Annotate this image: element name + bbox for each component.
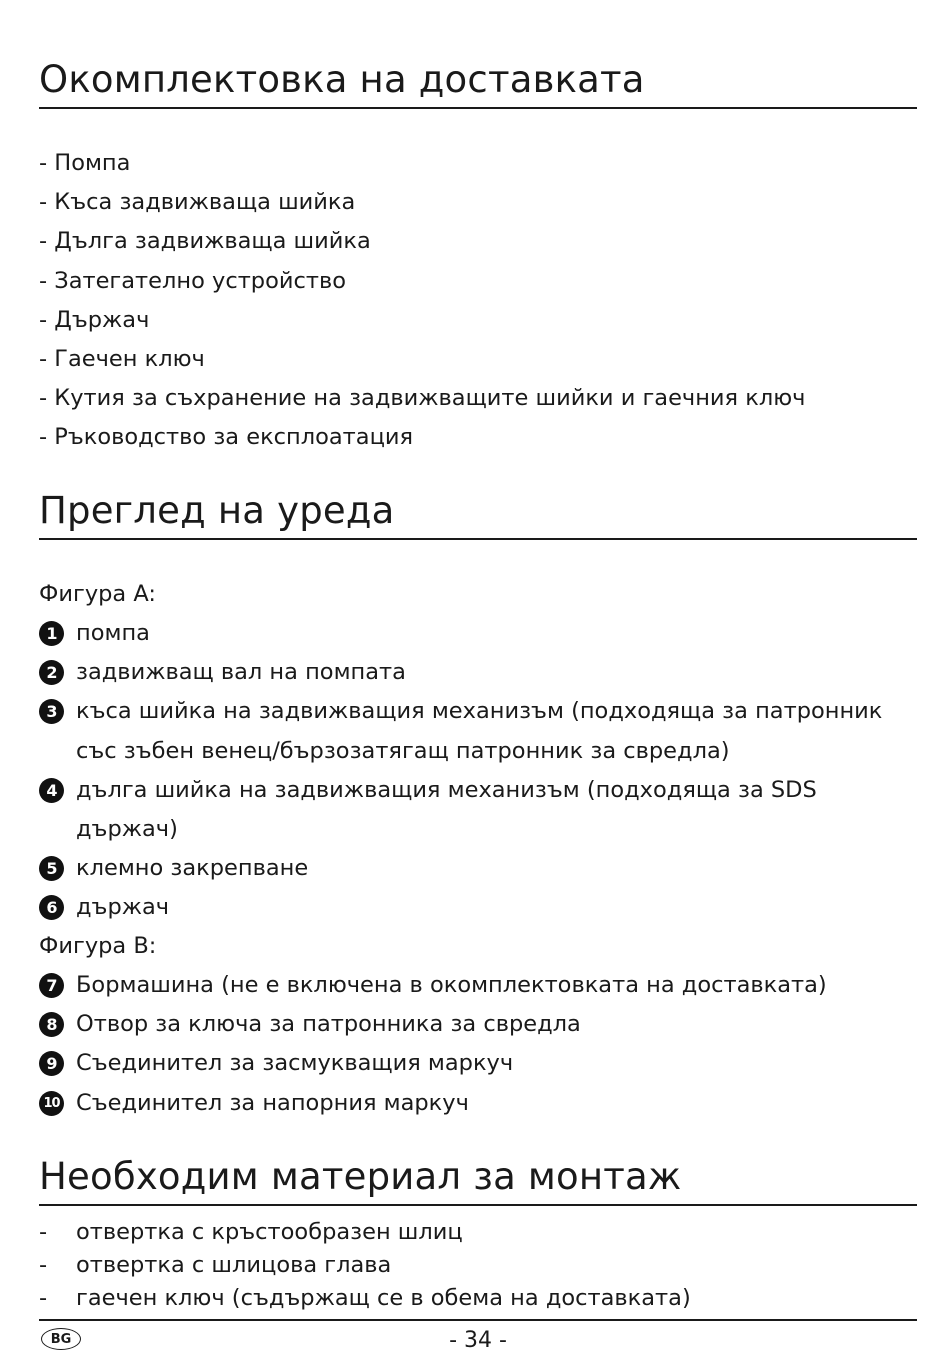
dash-marker: - bbox=[39, 1219, 48, 1245]
page-number: - 34 - bbox=[449, 1328, 507, 1353]
materials-heading: Необходим материал за монтаж bbox=[39, 1157, 917, 1206]
footer-divider bbox=[39, 1319, 917, 1321]
delivery-list bbox=[39, 144, 917, 458]
number-badge: 8 bbox=[39, 1012, 64, 1037]
materials-list bbox=[39, 1216, 917, 1315]
item-text: Съединител за напорния маркуч bbox=[76, 1089, 469, 1116]
item-text: държач bbox=[76, 894, 170, 921]
item-text: отвертка с шлицова глава bbox=[76, 1252, 392, 1278]
list-item: - Къса задвижваща шийка bbox=[39, 189, 356, 216]
list-item: - Гаечен ключ bbox=[39, 346, 205, 373]
item-text: отвертка с кръстообразен шлиц bbox=[76, 1219, 463, 1245]
item-text: дълга шийка на задвижващия механизъм (подходяща за SDS държач) bbox=[76, 776, 817, 843]
item-text: гаечен ключ (съдържащ се в обема на доставката) bbox=[76, 1285, 691, 1311]
list-item: - Затегателно устройство bbox=[39, 267, 346, 294]
list-item bbox=[39, 888, 917, 927]
list-item bbox=[39, 966, 917, 1005]
delivery-heading: Окомплектовка на доставката bbox=[39, 60, 917, 109]
item-text: Бормашина (не е включена в окомплектовката на доставката) bbox=[76, 972, 827, 998]
list-item bbox=[39, 1044, 917, 1083]
item-text: къса шийка на задвижващия механизъм (подходяща за патронник със зъбен венец/бързозатягащ патронник за свредла) bbox=[76, 698, 883, 764]
number-badge: 10 bbox=[39, 1091, 64, 1116]
list-item bbox=[39, 1005, 917, 1044]
list-item: - Дълга задвижваща шийка bbox=[39, 228, 371, 255]
list-item bbox=[39, 614, 917, 653]
number-badge: 5 bbox=[39, 856, 64, 881]
item-text: Съединител за засмукващия маркуч bbox=[76, 1050, 514, 1077]
overview-heading: Преглед на уреда bbox=[39, 491, 917, 540]
list-item bbox=[39, 771, 917, 849]
number-badge: 2 bbox=[39, 660, 64, 685]
list-item bbox=[39, 1084, 917, 1123]
list-item bbox=[39, 653, 917, 692]
item-text: задвижващ вал на помпата bbox=[76, 659, 406, 686]
number-badge: 1 bbox=[39, 621, 64, 646]
item-text: помпа bbox=[76, 620, 150, 646]
item-text: клемно закрепване bbox=[76, 855, 309, 882]
figure-a-list bbox=[39, 614, 917, 928]
number-badge: 4 bbox=[39, 778, 64, 803]
figure-a-label: Фигура A: bbox=[39, 581, 156, 607]
list-item: - Ръководство за експлоатация bbox=[39, 424, 414, 451]
dash-marker: - bbox=[39, 1252, 48, 1278]
figure-b-label: Фигура B: bbox=[39, 933, 157, 959]
list-item: - Помпа bbox=[39, 150, 131, 176]
number-badge: 7 bbox=[39, 973, 64, 998]
list-item: - Кутия за съхранение на задвижващите шийки и гаечния ключ bbox=[39, 385, 806, 412]
number-badge: 3 bbox=[39, 699, 64, 724]
dash-marker: - bbox=[39, 1285, 48, 1311]
manual-page bbox=[39, 0, 917, 1357]
item-text: Отвор за ключа за патронника за свредла bbox=[76, 1011, 581, 1038]
list-item: - Държач bbox=[39, 306, 150, 333]
list-item bbox=[39, 1282, 917, 1315]
list-item bbox=[39, 692, 917, 770]
list-item bbox=[39, 849, 917, 888]
language-badge: BG bbox=[41, 1328, 81, 1350]
number-badge: 6 bbox=[39, 895, 64, 920]
figure-b-list bbox=[39, 966, 917, 1123]
number-badge: 9 bbox=[39, 1051, 64, 1076]
list-item bbox=[39, 1216, 917, 1249]
list-item bbox=[39, 1249, 917, 1282]
